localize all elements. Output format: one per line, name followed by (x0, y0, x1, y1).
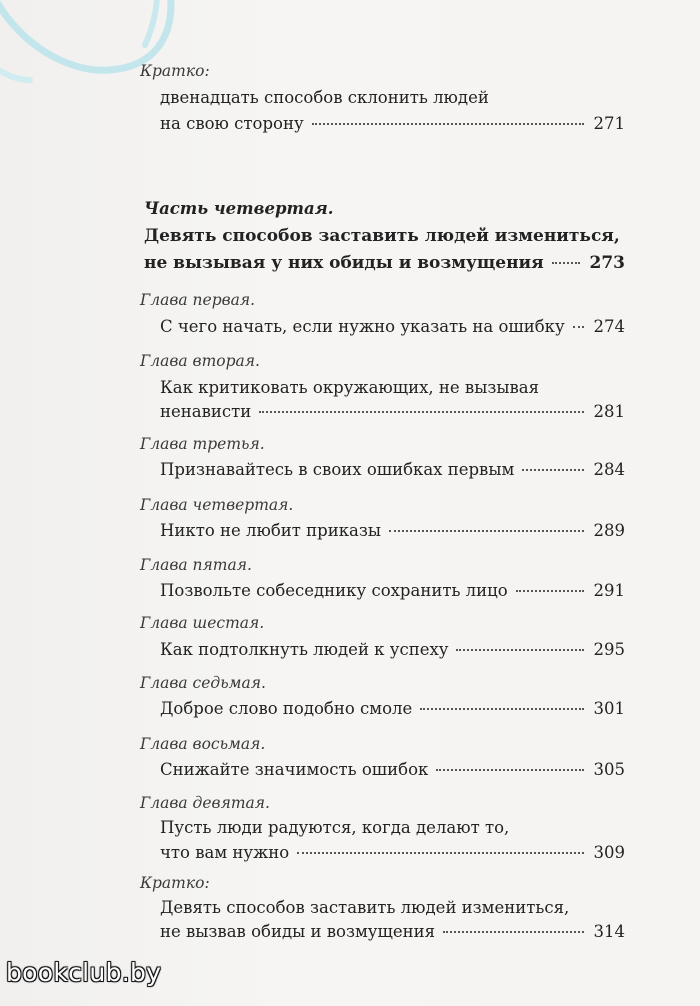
chapter-7-entry[interactable] (160, 699, 625, 718)
page-number: 289 (593, 521, 625, 540)
chapter-7-title: Доброе слово подобно смоле (160, 699, 413, 718)
chapter-3-label: Глава третья. (140, 435, 265, 453)
leader-dots (522, 469, 583, 471)
chapter-4-entry[interactable] (160, 521, 625, 540)
page-number: 295 (593, 640, 625, 659)
summary-top-label: Кратко: (140, 62, 210, 80)
chapter-5-label: Глава пятая. (140, 556, 252, 574)
chapter-2-title-line1: Как критиковать окружающих, не вызывая (160, 378, 540, 397)
leader-dots (516, 590, 584, 592)
page-number: 301 (593, 699, 625, 718)
chapter-9-title-line1: Пусть люди радуются, когда делают то, (160, 818, 510, 837)
leader-dots (420, 708, 583, 710)
page-number: 274 (593, 317, 625, 336)
chapter-3-entry[interactable] (160, 460, 625, 479)
chapter-6-label: Глава шестая. (140, 614, 265, 632)
summary-bottom-label: Кратко: (140, 874, 210, 892)
chapter-9-entry[interactable] (160, 843, 625, 862)
leader-dots (312, 123, 584, 125)
chapter-1-entry[interactable] (160, 317, 625, 336)
chapter-2-title-line2: ненависти (160, 402, 252, 421)
watermark-text: bookclub.by (6, 958, 162, 987)
summary-top-entry[interactable] (160, 114, 625, 133)
chapter-7-label: Глава седьмая. (140, 674, 266, 692)
page-number: 284 (593, 460, 625, 479)
leader-dots (436, 769, 583, 771)
chapter-8-entry[interactable] (160, 760, 625, 779)
summary-top-line1: двенадцать способов склонить людей (160, 88, 489, 107)
page-number: 305 (593, 760, 625, 779)
chapter-2-label: Глава вторая. (140, 352, 260, 370)
chapter-1-label: Глава первая. (140, 291, 256, 309)
leader-dots (259, 411, 583, 413)
chapter-5-entry[interactable] (160, 581, 625, 600)
chapter-6-entry[interactable] (160, 640, 625, 659)
part-title-line1: Девять способов заставить людей измениться, (144, 226, 620, 246)
chapter-6-title: Как подтолкнуть людей к успеху (160, 640, 449, 659)
chapter-2-entry[interactable] (160, 402, 625, 421)
leader-dots (389, 530, 583, 532)
leader-dots (552, 262, 580, 264)
leader-dots (297, 852, 583, 854)
chapter-8-label: Глава восьмая. (140, 735, 266, 753)
summary-bottom-entry[interactable] (160, 922, 625, 941)
summary-bottom-line1: Девять способов заставить людей измениться, (160, 898, 570, 917)
chapter-3-title: Признавайтесь в своих ошибках первым (160, 460, 515, 479)
page-number: 309 (593, 843, 625, 862)
page-number: 314 (593, 922, 625, 941)
summary-bottom-line2: не вызвав обиды и возмущения (160, 922, 436, 941)
part-title-entry[interactable] (144, 253, 625, 273)
chapter-8-title: Снижайте значимость ошибок (160, 760, 429, 779)
summary-top-line2: на свою сторону (160, 114, 304, 133)
chapter-9-title-line2: что вам нужно (160, 843, 290, 862)
part-title-line2: не вызывая у них обиды и возмущения (144, 253, 544, 273)
chapter-5-title: Позвольте собеседнику сохранить лицо (160, 581, 508, 600)
page-number: 273 (589, 253, 625, 273)
chapter-4-title: Никто не любит приказы (160, 521, 382, 540)
chapter-9-label: Глава девятая. (140, 794, 270, 812)
page-number: 281 (593, 402, 625, 421)
leader-dots (443, 931, 583, 933)
leader-dots (573, 326, 584, 328)
page-number: 291 (593, 581, 625, 600)
chapter-1-title: С чего начать, если нужно указать на ошибку (160, 317, 565, 336)
page-number: 271 (593, 114, 625, 133)
part-label: Часть четвертая. (144, 199, 334, 218)
leader-dots (456, 649, 583, 651)
chapter-4-label: Глава четвертая. (140, 496, 294, 514)
